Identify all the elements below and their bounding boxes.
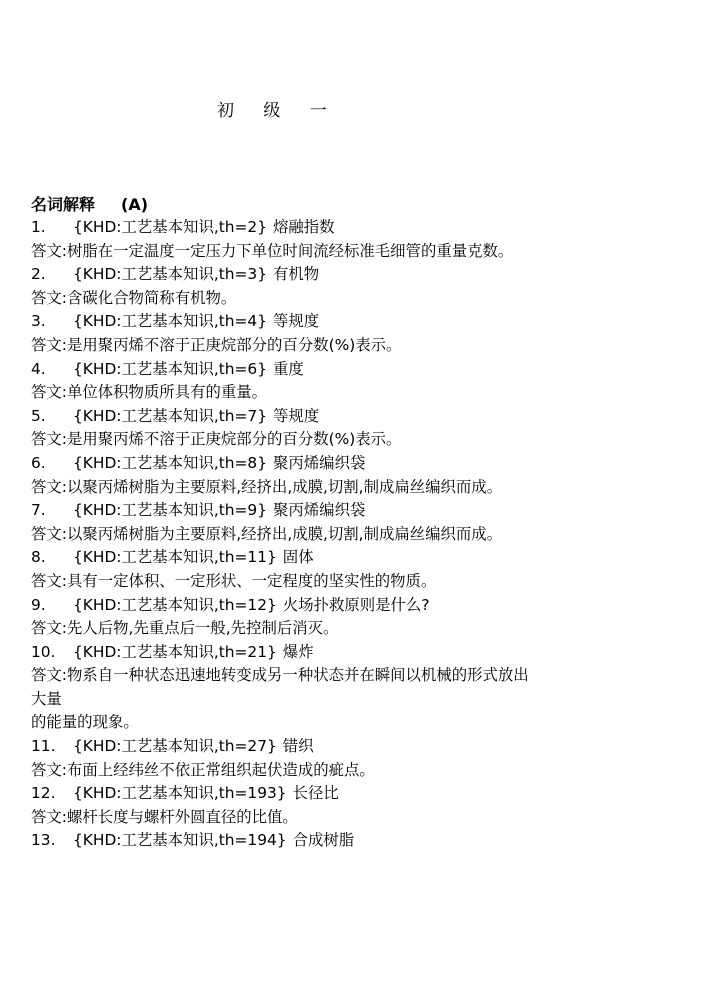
question-line xyxy=(31,735,691,759)
question-term: 有机物 xyxy=(273,265,320,284)
question-line xyxy=(31,263,691,287)
question-number: 11. xyxy=(31,737,56,756)
answer-line: 答文:先人后物,先重点后一般,先控制后消灭。 xyxy=(31,619,339,638)
question-term: 合成树脂 xyxy=(292,831,355,850)
question-term: 重度 xyxy=(273,359,304,378)
question-tag: {KHD:工艺基本知识,th=27} xyxy=(73,737,277,756)
question-number: 1. xyxy=(31,218,46,236)
section-suffix: (A) xyxy=(121,195,149,214)
question-line xyxy=(31,499,691,523)
answer-line: 大量 xyxy=(31,689,62,708)
question-term: 错织 xyxy=(282,737,314,756)
question-number: 9. xyxy=(31,595,46,614)
answer-line: 的能量的现象。 xyxy=(31,713,139,732)
question-term: 火场扑救原则是什么? xyxy=(282,595,430,614)
question-line xyxy=(31,829,691,853)
question-tag: {KHD:工艺基本知识,th=2} xyxy=(73,218,267,236)
question-term: 等规度 xyxy=(273,406,320,425)
answer-line: 答文:螺杆长度与螺杆外圆直径的比值。 xyxy=(31,807,298,826)
question-line xyxy=(31,310,691,334)
question-line xyxy=(31,216,691,240)
question-tag: {KHD:工艺基本知识,th=194} xyxy=(73,831,287,850)
question-number: 6. xyxy=(31,453,46,472)
question-term: 熔融指数 xyxy=(273,218,335,236)
answer-line: 答文:是用聚丙烯不溶于正庚烷部分的百分数(%)表示。 xyxy=(31,430,402,449)
question-line xyxy=(31,358,691,382)
answer-line: 答文:具有一定体积、一定形状、一定程度的坚实性的物质。 xyxy=(31,571,437,590)
question-term: 聚丙烯编织袋 xyxy=(273,453,366,472)
question-line xyxy=(31,782,691,806)
question-line xyxy=(31,594,691,618)
question-term: 爆炸 xyxy=(282,642,314,661)
question-tag: {KHD:工艺基本知识,th=11} xyxy=(73,548,277,567)
question-tag: {KHD:工艺基本知识,th=8} xyxy=(73,453,267,472)
question-tag: {KHD:工艺基本知识,th=21} xyxy=(73,642,277,661)
question-term: 等规度 xyxy=(273,312,320,331)
question-tag: {KHD:工艺基本知识,th=7} xyxy=(73,406,267,425)
question-term: 聚丙烯编织袋 xyxy=(273,501,366,520)
question-line xyxy=(31,641,691,665)
question-number: 7. xyxy=(31,501,46,520)
question-term: 固体 xyxy=(282,548,314,567)
question-line xyxy=(31,452,691,476)
answer-line: 答文:是用聚丙烯不溶于正庚烷部分的百分数(%)表示。 xyxy=(31,335,402,354)
answer-line: 答文:含碳化合物简称有机物。 xyxy=(31,288,237,307)
question-number: 5. xyxy=(31,406,46,425)
question-tag: {KHD:工艺基本知识,th=193} xyxy=(73,784,287,803)
question-list xyxy=(31,216,691,853)
answer-line: 答文:以聚丙烯树脂为主要原料,经挤出,成膜,切割,制成扁丝编织而成。 xyxy=(31,524,503,543)
answer-line: 答文:单位体积物质所具有的重量。 xyxy=(31,383,268,402)
question-tag: {KHD:工艺基本知识,th=12} xyxy=(73,595,277,614)
question-number: 2. xyxy=(31,265,46,284)
question-number: 8. xyxy=(31,548,46,567)
question-line xyxy=(31,546,691,570)
answer-line: 答文:布面上经纬丝不依正常组织起伏造成的疵点。 xyxy=(31,760,375,779)
question-tag: {KHD:工艺基本知识,th=9} xyxy=(73,501,267,520)
question-tag: {KHD:工艺基本知识,th=4} xyxy=(73,312,267,331)
question-number: 13. xyxy=(31,831,56,850)
question-number: 10. xyxy=(31,642,56,661)
section-label: 名词解释 xyxy=(31,195,96,214)
answer-line: 答文:物系自一种状态迅速地转变成另一种状态并在瞬间以机械的形式放出 xyxy=(31,666,529,685)
question-number: 12. xyxy=(31,784,56,803)
page-title: 初 级 一 xyxy=(217,101,339,121)
question-number: 4. xyxy=(31,359,46,378)
answer-line: 答文:以聚丙烯树脂为主要原料,经挤出,成膜,切割,制成扁丝编织而成。 xyxy=(31,477,503,496)
question-number: 3. xyxy=(31,312,46,331)
question-tag: {KHD:工艺基本知识,th=3} xyxy=(73,265,267,284)
question-term: 长径比 xyxy=(292,784,339,803)
answer-line: 答文:树脂在一定温度一定压力下单位时间流经标准毛细管的重量克数。 xyxy=(31,241,514,260)
question-line xyxy=(31,405,691,429)
question-tag: {KHD:工艺基本知识,th=6} xyxy=(73,359,267,378)
section-heading xyxy=(31,192,148,215)
